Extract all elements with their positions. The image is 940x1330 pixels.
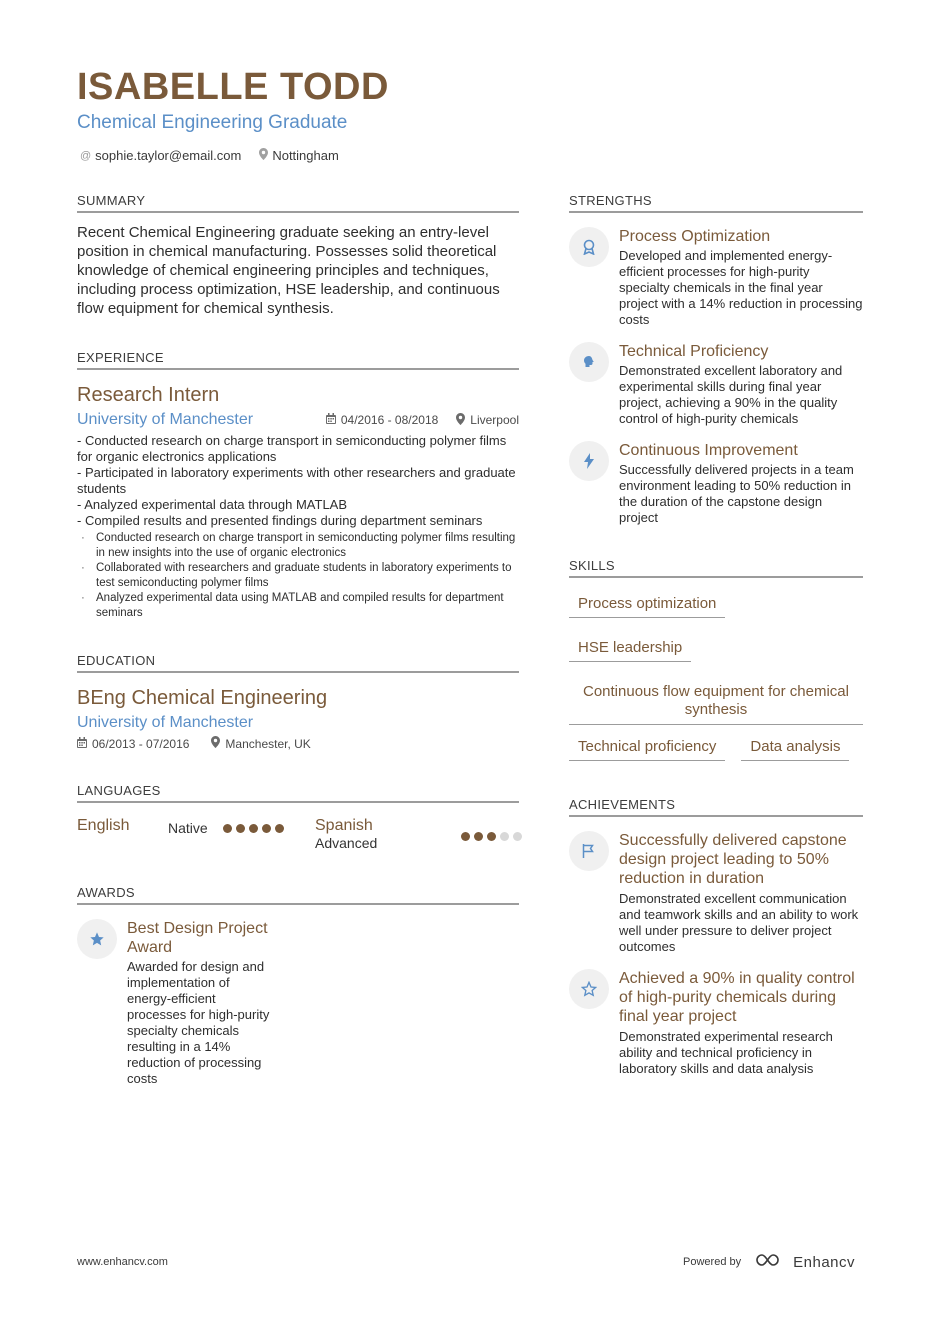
experience-bullet: · Conducted research on charge transport in semiconducting polymer films resulting in new insights into the use of organic electronics [77,531,519,561]
experience-line: - Participated in laboratory experiments with other researchers and graduate students [77,465,516,496]
education-heading: EDUCATION [77,653,519,673]
education-school: University of Manchester [77,714,254,731]
rating-dot [513,832,522,841]
location-pin-icon [456,413,465,428]
at-icon: @ [80,149,92,162]
skill-tag: Process optimization [569,590,725,618]
email-item[interactable] [80,148,241,163]
rating-dot [262,824,271,833]
summary-text: Recent Chemical Engineering graduate seeking an entry-level position in chemical manufacturing. Possesses solid theoretical knowledge of chemical engineering principles and techniques, including process optimization, HSE leadership, and continuous flow equipment for chemical synthesis. [77,224,500,317]
education-section [77,653,519,751]
summary-section [77,193,519,318]
location-text: Nottingham [272,148,339,163]
flag-icon [569,831,609,871]
language-item [315,817,377,851]
languages-section [77,783,519,853]
language-rating [223,824,284,833]
language-item [77,817,129,835]
achievements-section [569,797,863,1077]
achievements-heading: ACHIEVEMENTS [569,797,863,817]
achievement-item [569,831,863,955]
lightning-icon [569,441,609,481]
candidate-name: ISABELLE TODD [77,66,389,108]
right-column [569,193,863,1077]
experience-company: University of Manchester [77,411,254,428]
language-name: English [77,817,130,834]
achievement-item [569,969,863,1077]
skill-tag: Technical proficiency [569,733,725,761]
experience-bullet: · Analyzed experimental data using MATLAB and compiled results for department seminars [77,591,519,621]
experience-bullet: · Collaborated with researchers and graduate students in laboratory experiments to test semiconducting polymer films [77,561,519,591]
powered-by-label: Powered by [683,1256,742,1268]
rating-dot [236,824,245,833]
strength-item [569,441,863,526]
experience-line: - Conducted research on charge transport in semiconducting polymer films for organic electronics applications [77,433,507,464]
language-rating [461,832,522,841]
rating-dot [500,832,509,841]
calendar-icon [326,413,336,427]
strengths-section [569,193,863,526]
strength-item [569,342,863,427]
rating-dot [461,832,470,841]
rating-dot [474,832,483,841]
experience-location: Liverpool [470,413,519,427]
award-item [77,919,519,1087]
star-outline-icon [569,969,609,1009]
contact-bar [80,148,339,163]
strength-title: Technical Proficiency [619,343,769,360]
awards-section [77,885,519,1087]
location-pin-icon [259,148,268,163]
award-ribbon-icon [569,227,609,267]
achievement-desc: Demonstrated excellent communication and teamwork skills and an ability to work well under pressure to deliver project outcomes [619,891,859,954]
strength-item [569,227,863,328]
experience-role: Research Intern [77,384,220,406]
strength-desc: Demonstrated excellent laboratory and experimental skills during final year project, achieving a 90% in the quality control of high-purity chemicals [619,363,843,426]
award-title: Best Design Project Award [127,920,268,956]
star-icon [77,919,117,959]
achievement-title: Successfully delivered capstone design project leading to 50% reduction in duration [619,832,847,887]
rating-dot [249,824,258,833]
footer-website[interactable]: www.enhancv.com [77,1256,168,1268]
languages-row [77,817,519,853]
experience-line: - Compiled results and presented findings during department seminars [77,513,483,528]
experience-bullets [77,531,519,621]
strength-title: Continuous Improvement [619,442,798,459]
language-name: Spanish [315,817,373,834]
achievement-desc: Demonstrated experimental research ability and technical proficiency in laboratory skills and data analysis [619,1029,833,1076]
enhancv-logo-text: Enhancv [793,1253,855,1271]
footer-branding [683,1252,855,1272]
location-pin-icon [211,736,220,751]
experience-dates: 04/2016 - 08/2018 [340,413,439,427]
enhancv-logo-icon [755,1252,787,1272]
experience-heading: EXPERIENCE [77,350,519,370]
skills-list [569,590,863,761]
rating-dot [487,832,496,841]
candidate-title: Chemical Engineering Graduate [77,112,348,133]
languages-heading: LANGUAGES [77,783,519,803]
left-column [77,193,519,1087]
rating-dot [223,824,232,833]
strengths-heading: STRENGTHS [569,193,863,213]
strength-desc: Successfully delivered projects in a team environment leading to 50% reduction in the duration of the capstone design project [619,462,854,525]
experience-line: - Analyzed experimental data through MATLAB [77,497,348,512]
education-degree: BEng Chemical Engineering [77,687,328,709]
rating-dot [275,824,284,833]
experience-lines [77,433,519,529]
language-level: Native [168,820,208,836]
strength-desc: Developed and implemented energy-efficient processes for high-purity specialty chemicals in the final year project with a 14% reduction in processing costs [619,248,863,327]
skill-tag: Data analysis [741,733,849,761]
enhancv-logo[interactable] [755,1252,855,1272]
experience-section [77,350,519,621]
skills-heading: SKILLS [569,558,863,578]
education-dates: 06/2013 - 07/2016 [92,736,190,751]
brain-icon [569,342,609,382]
skill-tag: Continuous flow equipment for chemical synthesis [569,678,863,725]
education-location: Manchester, UK [225,736,311,751]
awards-heading: AWARDS [77,885,519,905]
email-text: sophie.taylor@email.com [95,148,242,163]
strength-title: Process Optimization [619,228,771,245]
language-level: Advanced [315,835,378,851]
skill-tag: HSE leadership [569,634,691,662]
summary-heading: SUMMARY [77,193,519,213]
skills-section [569,558,863,761]
achievement-title: Achieved a 90% in quality control of high-purity chemicals during final year project [619,970,855,1025]
location-item [259,148,338,163]
award-desc: Awarded for design and implementation of energy-efficient processes for high-purity specialty chemicals resulting in a 14% reduction of processing costs [127,959,270,1086]
calendar-icon [77,737,87,751]
